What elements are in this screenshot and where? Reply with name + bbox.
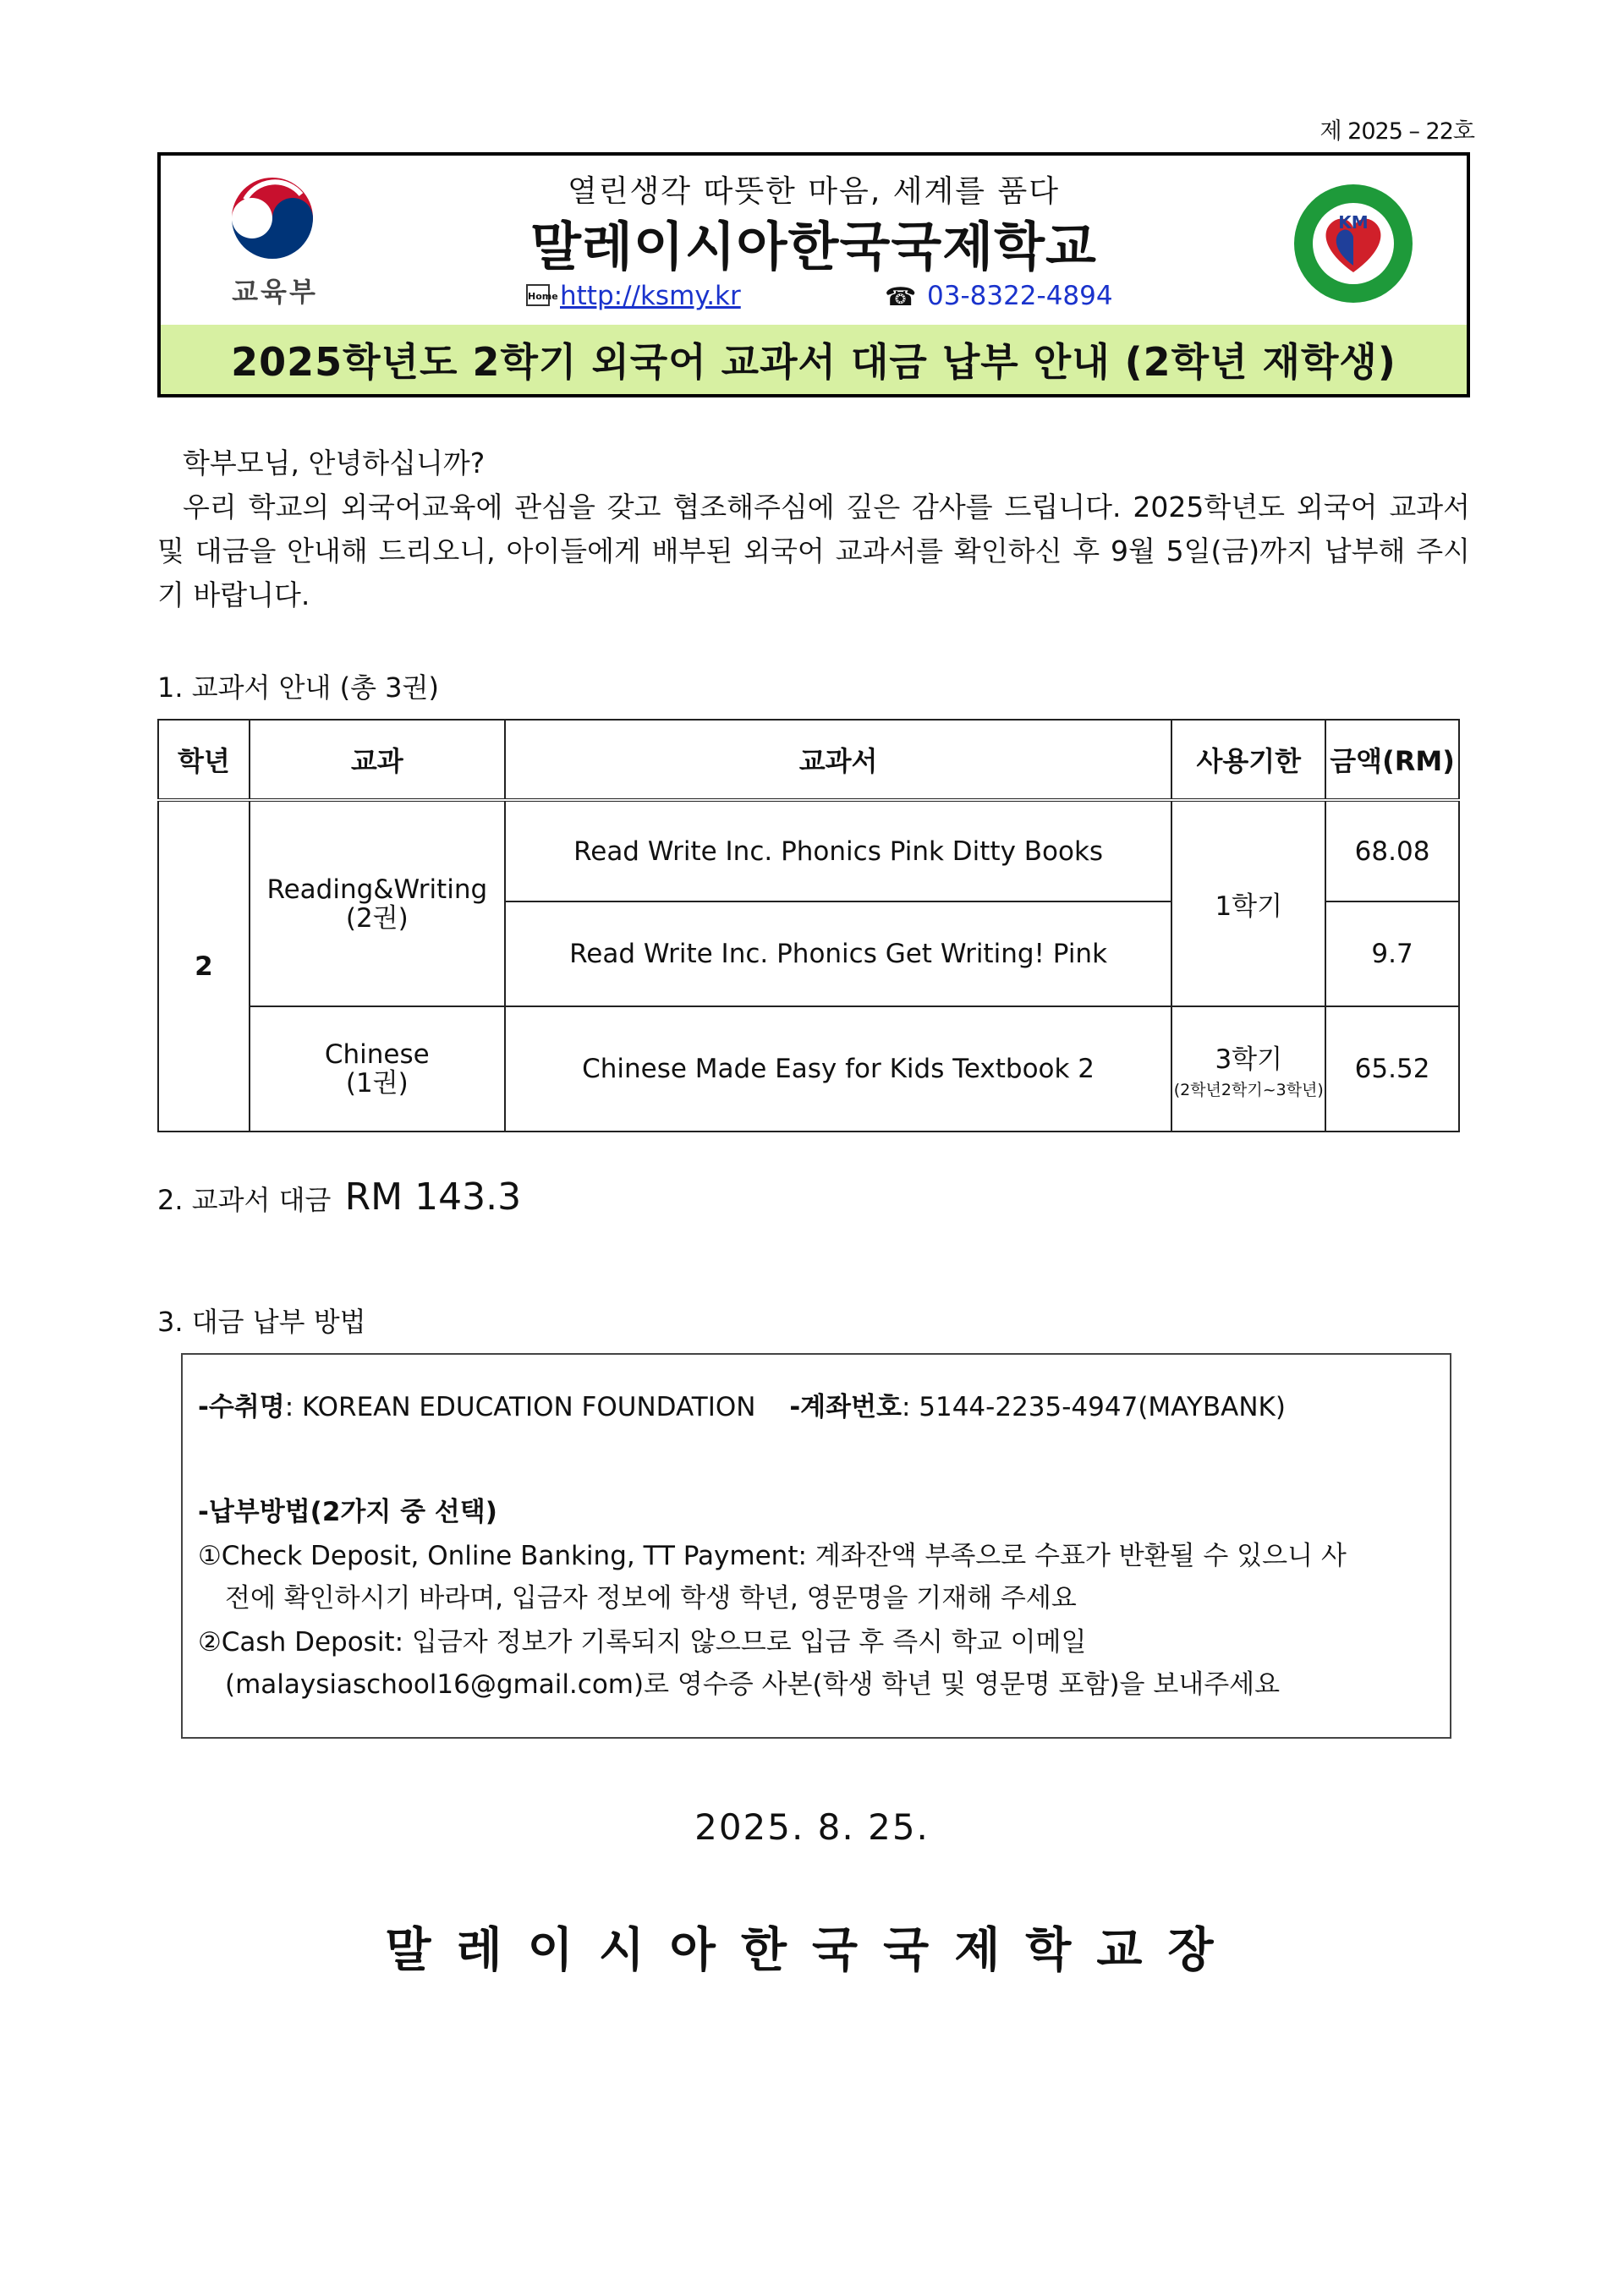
- recipient-line: [198, 1385, 1286, 1423]
- school-logo: [1291, 181, 1416, 306]
- textbook-table: [157, 719, 1460, 1132]
- section-2: [157, 1175, 521, 1219]
- header-price: 금액(RM): [1325, 720, 1459, 800]
- price-cell: 9.7: [1325, 901, 1459, 1006]
- table-row: [158, 1006, 1459, 1132]
- subject-cell: Reading&Writing (2권): [250, 800, 505, 1006]
- header-period: 사용기한: [1171, 720, 1325, 800]
- home-icon: Home: [526, 284, 550, 306]
- period-cell: 1학기: [1171, 800, 1325, 1006]
- method-2-continued: (malaysiaschool16@gmail.com)로 영수증 사본(학생 학년 및 영문명 포함)을 보내주세요: [225, 1669, 1281, 1700]
- section-3-title: 3. 대금 납부 방법: [157, 1306, 366, 1338]
- school-url-link[interactable]: http://ksmy.kr: [560, 281, 741, 311]
- intro-paragraph: 우리 학교의 외국어교육에 관심을 갖고 협조해주심에 깊은 감사를 드립니다. 2025학년도 외국어 교과서 및 대금을 안내해 드리오니, 아이들에게 배부된 외국어 교과서를 확인하신 후 9월 5일(금)까지 납부해 주시기 바랍니다.: [157, 490, 1470, 611]
- total-amount: RM 143.3: [344, 1175, 522, 1219]
- school-name: 말레이시아한국국제학교: [530, 216, 1097, 277]
- ministry-label: 교육부: [232, 276, 318, 308]
- payment-info-box: [181, 1353, 1451, 1739]
- method-1: ①Check Deposit, Online Banking, TT Payment: 계좌잔액 부족으로 수표가 반환될 수 있으니 사: [198, 1541, 1347, 1571]
- svg-text:KM: KM: [1338, 212, 1369, 233]
- textbook-cell: Read Write Inc. Phonics Get Writing! Pink: [505, 901, 1172, 1006]
- period-value: 3학기: [1215, 1044, 1283, 1075]
- greeting-line: 학부모님, 안녕하십니까?: [183, 447, 486, 479]
- notice-title: 2025학년도 2학기 외국어 교과서 대금 납부 안내 (2학년 재학생): [231, 339, 1396, 385]
- method-1-continued: 전에 확인하시기 바라며, 입금자 정보에 학생 학년, 영문명을 기재해 주세요: [225, 1583, 1077, 1614]
- school-emblem-icon: [1291, 181, 1416, 306]
- account-label: -계좌번호: [789, 1392, 902, 1422]
- document-number: 제 2025 – 22호: [1320, 118, 1474, 145]
- school-motto: 열린생각 따뜻한 마음, 세계를 품다: [567, 174, 1061, 209]
- phone-icon: ☎: [885, 282, 917, 312]
- school-phone: 03-8322-4894: [927, 281, 1113, 311]
- price-cell: 65.52: [1325, 1006, 1459, 1132]
- method-2: ②Cash Deposit: 입금자 정보가 기록되지 않으므로 입금 후 즉시 학교 이메일: [198, 1627, 1087, 1658]
- header-subject: 교과: [250, 720, 505, 800]
- contact-row: [161, 281, 1467, 315]
- section-2-label: 2. 교과서 대금: [157, 1184, 332, 1216]
- period-cell: [1171, 1006, 1325, 1132]
- recipient-value: : KOREAN EDUCATION FOUNDATION: [284, 1392, 756, 1422]
- price-cell: 68.08: [1325, 800, 1459, 901]
- account-value: : 5144-2235-4947(MAYBANK): [901, 1392, 1286, 1422]
- table-header-row: [158, 720, 1459, 800]
- header-textbook: 교과서: [505, 720, 1172, 800]
- section-1-title: 1. 교과서 안내 (총 3권): [157, 671, 439, 704]
- method-title: -납부방법(2가지 중 선택): [198, 1497, 497, 1527]
- header-grade: 학년: [158, 720, 250, 800]
- table-row: [158, 800, 1459, 901]
- recipient-label: -수취명: [198, 1392, 285, 1422]
- letterhead-top: [161, 156, 1467, 328]
- principal-signature: 말레이시아한국국제학교장: [385, 1923, 1239, 1978]
- letterhead: [157, 152, 1470, 397]
- issue-date: 2025. 8. 25.: [694, 1806, 930, 1848]
- textbook-cell: Chinese Made Easy for Kids Textbook 2: [505, 1006, 1172, 1132]
- grade-cell: 2: [158, 800, 250, 1132]
- subject-cell: Chinese (1권): [250, 1006, 505, 1132]
- period-note: (2학년2학기~3학년): [1173, 1081, 1324, 1099]
- textbook-cell: Read Write Inc. Phonics Pink Ditty Books: [505, 800, 1172, 901]
- notice-title-bar: [161, 325, 1467, 394]
- greeting: [157, 441, 1470, 617]
